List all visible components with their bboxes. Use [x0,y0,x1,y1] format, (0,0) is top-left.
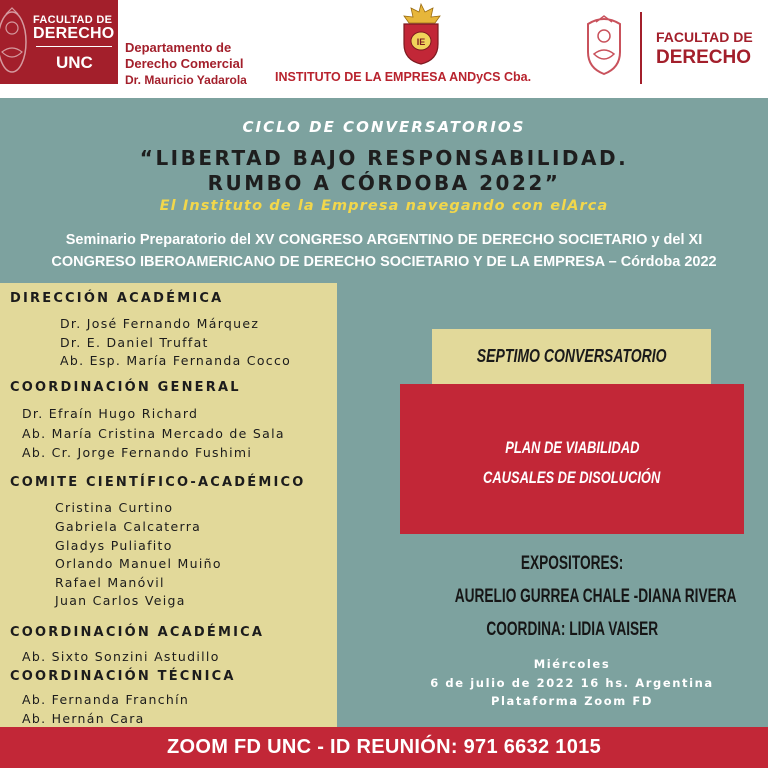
institute-name: INSTITUTO DE LA EMPRESA ANDyCS Cba. [275,70,532,84]
unc-divider [36,46,112,47]
tagline: El Instituto de la Empresa navegando con elArca [159,198,609,214]
unc-logo [0,0,118,84]
faculty-crest-icon [582,14,626,76]
speakers-heading: EXPOSITORES: [520,553,624,574]
topic-line-1-wrap [400,438,744,458]
list-item: Ab. Esp. María Fernanda Cocco [60,353,292,368]
dept-line-3: Dr. Mauricio Yadarola [125,73,247,87]
topic-line-2: CAUSALES DE DISOLUCIÓN [483,468,661,487]
list-item: Ab. María Cristina Mercado de Sala [22,426,285,441]
coordinator: COORDINA: LIDIA VAISER [486,619,658,640]
list-item: Juan Carlos Veiga [55,593,186,608]
faculty-derecho-label: DERECHO [656,47,752,68]
heading-comite: COMITE CIENTÍFICO-ACADÉMICO [10,475,306,490]
conversatorio-number-badge [432,329,711,384]
dept-line-2: Derecho Comercial [125,56,244,71]
unc-derecho-label: DERECHO [33,25,115,42]
heading-coord-general: COORDINACIÓN GENERAL [10,380,241,395]
header-banner [0,0,768,98]
faculty-label: FACULTAD DE [656,29,753,45]
topic-box [400,384,744,534]
seminar-line-1: Seminario Preparatorio del XV CONGRESO ARGENTINO DE DERECHO SOCIETARIO y del XI [65,232,703,248]
department-label [125,40,247,88]
seminar-line-2: CONGRESO IBEROAMERICANO DE DERECHO SOCIETARIO Y DE LA EMPRESA – Córdoba 2022 [51,254,717,270]
dept-line-1: Departamento de [125,40,232,55]
main-title [0,146,768,196]
conversatorio-number-label: SEPTIMO CONVERSATORIO [476,346,667,366]
main-title-line-1: “LIBERTAD BAJO RESPONSABILIDAD. [139,146,629,170]
coordinator-wrap [400,619,744,641]
event-day: Miércoles [533,657,611,671]
institute-emblem-icon [392,2,450,66]
list-item: Ab. Fernanda Franchín [22,692,190,707]
committee-panel [0,283,337,727]
list-item: Dr. E. Daniel Truffat [60,335,209,350]
topic-line-2-wrap [400,468,744,488]
list-item: Dr. Efraín Hugo Richard [22,406,199,421]
topic-line-1: PLAN DE VIABILIDAD [504,438,640,457]
heading-coord-academica: COORDINACIÓN ACADÉMICA [10,625,265,640]
speakers-names-wrap [400,586,744,608]
unc-short-label: UNC [56,53,93,72]
speakers-names: AURELIO GURREA CHALE -DIANA RIVERA [454,586,737,607]
list-item: Orlando Manuel Muiño [55,556,222,571]
main-title-line-2: RUMBO A CÓRDOBA 2022” [207,171,561,195]
cycle-title: CICLO DE CONVERSATORIOS [242,118,526,136]
event-datetime: 6 de julio de 2022 16 hs. Argentina [430,676,714,690]
list-item: Ab. Cr. Jorge Fernando Fushimi [22,445,253,460]
list-item: Gladys Puliafito [55,538,173,553]
list-item: Ab. Sixto Sonzini Astudillo [22,649,220,664]
event-platform: Plataforma Zoom FD [490,694,654,708]
institute-emblem-initials: IE [416,37,426,47]
unc-crest-icon [0,4,34,80]
unc-faculty-label: FACULTAD DE [33,14,113,26]
list-item: Dr. José Fernando Márquez [60,316,260,331]
list-item: Rafael Manóvil [55,575,165,590]
list-item: Cristina Curtino [55,500,174,515]
heading-direccion: DIRECCIÓN ACADÉMICA [10,291,224,306]
list-item: Gabriela Calcaterra [55,519,202,534]
seminar-subtitle [0,229,768,273]
heading-coord-tecnica: COORDINACIÓN TÉCNICA [10,669,236,684]
zoom-footer [0,727,768,768]
zoom-meeting-id: ZOOM FD UNC - ID REUNIÓN: 971 6632 1015 [166,736,602,758]
faculty-divider [640,12,642,84]
list-item: Ab. Hernán Cara [22,711,145,726]
speakers-heading-wrap [400,553,744,575]
